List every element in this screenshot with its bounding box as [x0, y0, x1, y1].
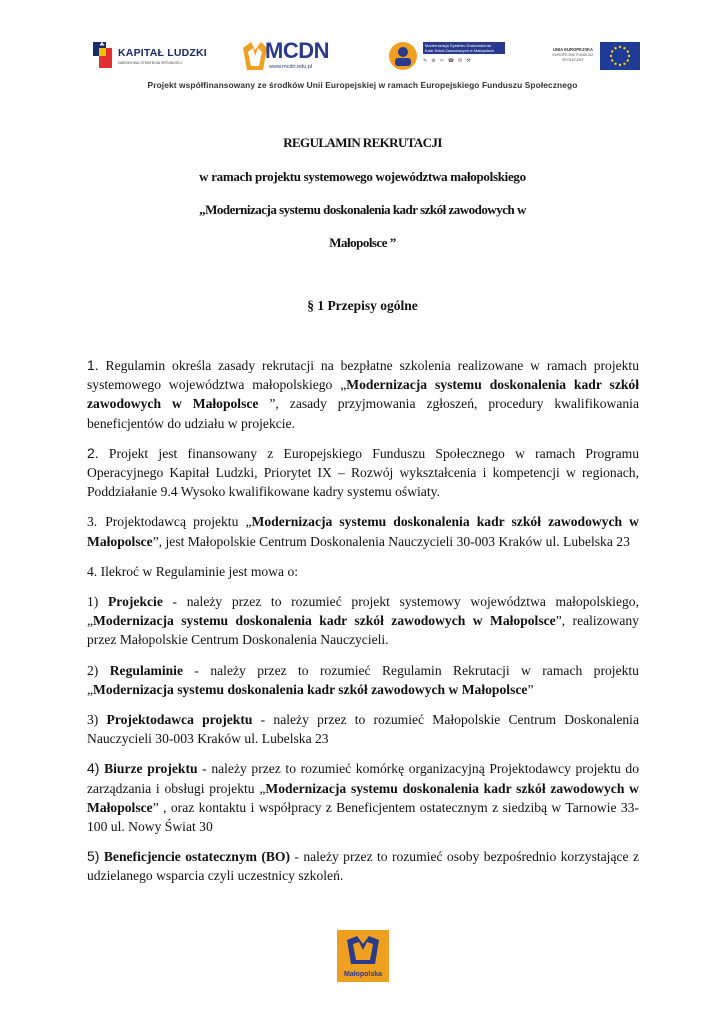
section-heading: § 1 Przepisy ogólne — [307, 298, 418, 313]
definition-1: 1) Projekcie - należy przez to rozumieć projekt systemowy województwa małopolskiego, „Modernizacja systemu doskonalenia kadr szkół zawodowych w Małopolsce”, realizowany przez Małopolskie Centrum Doskonalenia Nauczycieli. — [87, 594, 639, 648]
document-subtitle-2: „Modernizacja systemu doskonalenia kadr szkół zawodowych w — [199, 202, 526, 217]
paragraph-2: 2. Projekt jest finansowany z Europejskiego Funduszu Społecznego w ramach Programu Operacyjnego Kapitał Ludzki, Priorytet IX – Rozwój wykształcenia i kompetencji w regionach, Poddziałanie 9.4 Wysoko kwalifikowane kadry systemu oświaty. — [87, 444, 639, 500]
malopolska-logo — [337, 930, 389, 982]
eu-star-icon — [610, 55, 612, 57]
definition-4: 4) Biurze projektu - należy przez to rozumieć komórkę organizacyjną Projektodawcy projektu do zarządzania i obsługi projektu „Modernizacja systemu doskonalenia kadr szkół zawodowych w Małopolsce” , oraz kontaktu i współpracy z Beneficjentem ostatecznym z siedzibą w Tarnowie 33-100 ul. Nowy Świat 30 — [87, 760, 639, 835]
modernizacja-emblem-icon — [387, 40, 419, 72]
eu-star-icon — [611, 59, 613, 61]
modernizacja-logo — [385, 38, 510, 72]
eu-logo — [548, 38, 640, 70]
document-title: REGULAMIN REKRUTACJI — [283, 135, 442, 150]
eu-star-icon — [627, 50, 629, 52]
eu-star-icon — [611, 50, 613, 52]
paragraph-4: 4. Ilekroć w Regulaminie jest mowa o: — [87, 563, 299, 579]
kapital-ludzki-subtitle: NARODOWA STRATEGIA SPÓJNOŚCI — [118, 61, 182, 65]
kapital-ludzki-name: KAPITAŁ LUDZKI — [118, 47, 207, 59]
eu-star-icon — [623, 47, 625, 49]
kapital-ludzki-emblem-icon — [90, 38, 116, 74]
mcdn-url: www.mcdn.edu.pl — [269, 64, 313, 70]
document-subtitle-3: Małopolsce ” — [329, 235, 396, 250]
eu-star-icon — [628, 55, 630, 57]
eu-star-icon — [619, 46, 621, 48]
project-cofinancing-note: Projekt współfinansowany ze środków Unii Europejskiej w ramach Europejskiego Funduszu Społecznego — [147, 80, 578, 90]
eu-line1: UNIA EUROPEJSKA — [552, 47, 594, 52]
eu-line2: EUROPEJSKI FUNDUSZ SPOŁECZNY — [552, 53, 594, 62]
mcdn-logo — [241, 38, 361, 80]
modernizacja-line1: Modernizacja Systemu Doskonalenia — [425, 43, 491, 48]
definition-3: 3) Projektodawca projektu - należy przez to rozumieć Małopolskie Centrum Doskonalenia Nauczycieli 30-003 Kraków ul. Lubelska 23 — [87, 712, 639, 747]
eu-star-icon — [623, 63, 625, 65]
paragraph-3: 3. Projektodawcą projektu „Modernizacja systemu doskonalenia kadr szkół zawodowych w Małopolsce”, jest Małopolskie Centrum Doskonalenia Nauczycieli 30-003 Kraków ul. Lubelska 23 — [87, 514, 639, 549]
modernizacja-line2: Kadr Szkół Zawodowych w Małopolsce — [425, 48, 495, 53]
header-logos — [0, 38, 725, 80]
regulation-body — [87, 356, 639, 897]
eu-star-icon — [614, 47, 616, 49]
definition-2: 2) Regulaminie - należy przez to rozumieć Regulamin Rekrutacji w ramach projektu „Modernizacja systemu doskonalenia kadr szkół zawodowych w Małopolsce” — [87, 662, 639, 697]
paragraph-1: 1. Regulamin określa zasady rekrutacji na bezpłatne szkolenia realizowane w ramach projektu systemowego województwa małopolskiego „Modernizacja systemu doskonalenia kadr szkół zawodowych w Małopolsce ”, zasady przyjmowania zgłoszeń, procedury kwalifikowania beneficjentów do udziału w projekcie. — [87, 357, 639, 431]
kapital-ludzki-logo — [90, 38, 207, 76]
eu-star-icon — [619, 64, 621, 66]
eu-flag-icon — [600, 42, 640, 70]
document-subtitle-1: w ramach projektu systemowego województwa małopolskiego — [199, 169, 526, 184]
eu-star-icon — [627, 59, 629, 61]
definition-5: 5) Beneficjencie ostatecznym (BO) - należy przez to rozumieć osoby bezpośrednio korzystające z udzielanego wsparcia czyli uczestnicy szkoleń. — [87, 848, 639, 884]
mcdn-name: MCDN — [265, 38, 329, 63]
malopolska-logo-label: Małopolska — [343, 971, 383, 978]
modernizacja-symbols-icon: ✎⚙✂☎✉⚒ — [423, 58, 475, 64]
document-titles — [0, 133, 725, 253]
eu-star-icon — [614, 63, 616, 65]
